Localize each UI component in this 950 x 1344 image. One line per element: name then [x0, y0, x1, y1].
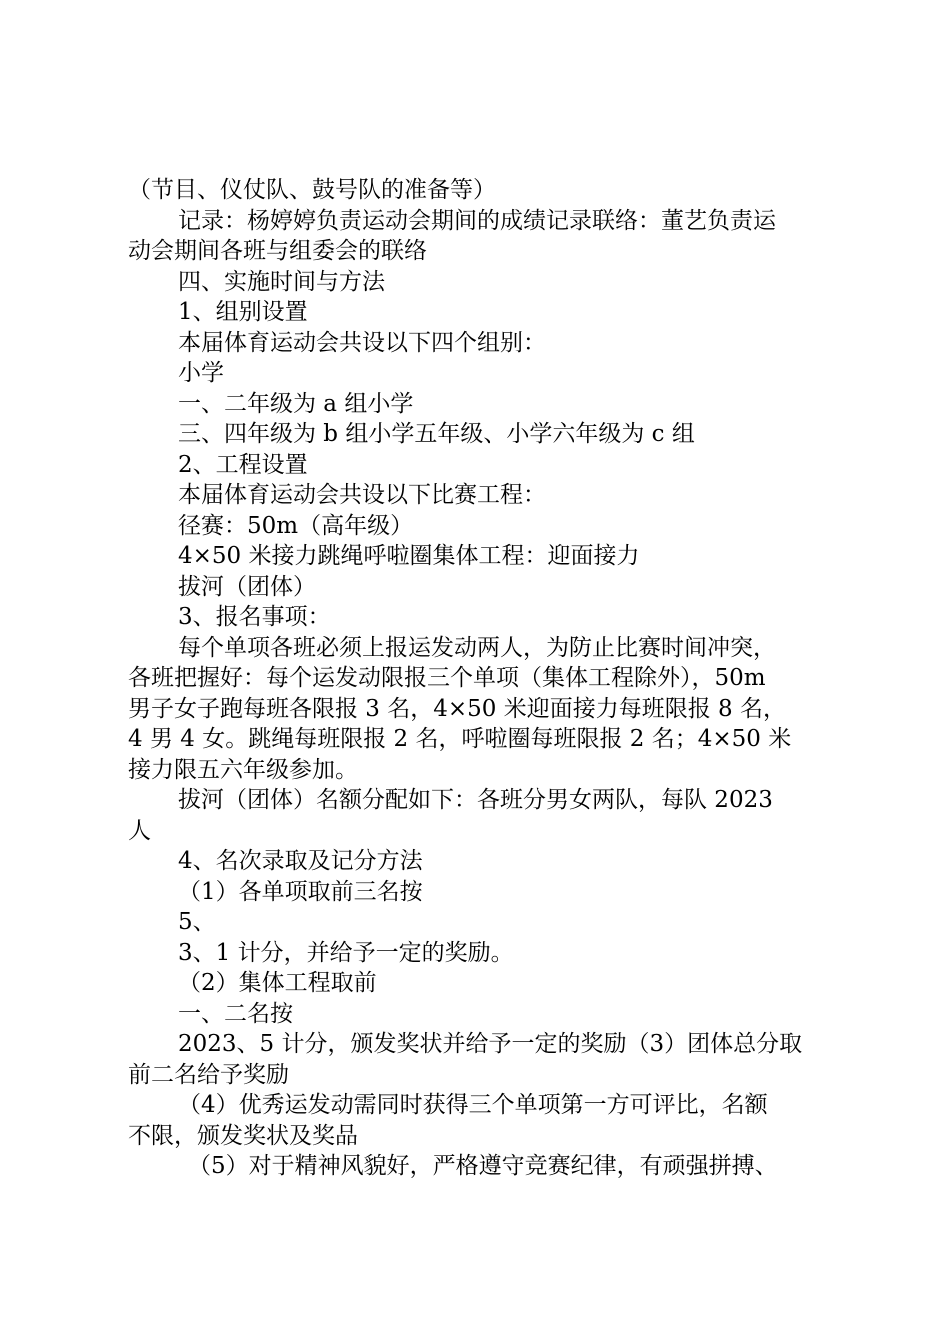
text-line: 3、1 计分，并给予一定的奖励。	[178, 939, 514, 966]
text-line: 4 男 4 女。跳绳每班限报 2 名，呼啦圈每班限报 2 名；4×50 米	[128, 726, 792, 752]
text-line: 径赛：50m（高年级）	[178, 512, 414, 539]
subsection-heading: 2、工程设置	[178, 451, 308, 478]
text-line: 5、	[178, 909, 216, 935]
text-line: 接力限五六年级参加。	[128, 756, 358, 783]
document-body	[128, 175, 832, 1182]
text-line: 每个单项各班必须上报运发动两人，为防止比赛时间冲突，	[178, 634, 776, 661]
subsection-heading: 1、组别设置	[178, 299, 308, 325]
subsection-heading: 4、名次录取及记分方法	[178, 848, 423, 874]
text-line: （2）集体工程取前	[178, 970, 377, 996]
text-line: 不限，颁发奖状及奖品	[128, 1122, 358, 1149]
text-line: （1）各单项取前三名按	[178, 878, 423, 905]
text-line: 一、二年级为 a 组小学	[178, 390, 414, 417]
section-heading: 四、实施时间与方法	[178, 268, 385, 295]
text-line: 三、四年级为 b 组小学五年级、小学六年级为 c 组	[178, 421, 695, 447]
text-line: 拔河（团体）名额分配如下：各班分男女两队，每队 2023	[178, 787, 773, 813]
text-line: 4×50 米接力跳绳呼啦圈集体工程：迎面接力	[178, 543, 640, 569]
text-line: 各班把握好：每个运发动限报三个单项（集体工程除外），50m	[128, 665, 766, 691]
text-line: 一、二名按	[178, 1000, 293, 1027]
text-line: （4）优秀运发动需同时获得三个单项第一方可评比，名额	[178, 1092, 768, 1118]
text-line: （节目、仪仗队、鼓号队的准备等）	[128, 177, 496, 203]
text-line: 男子女子跑每班各限报 3 名，4×50 米迎面接力每班限报 8 名，	[128, 695, 786, 722]
text-line: 小学	[178, 360, 224, 386]
text-line: 2023、5 计分，颁发奖状并给予一定的奖励（3）团体总分取	[178, 1031, 803, 1057]
text-line: 动会期间各班与组委会的联络	[128, 238, 427, 264]
text-line: （5）对于精神风貌好，严格遵守竞赛纪律，有顽强拼搏、	[188, 1153, 778, 1179]
subsection-heading: 3、报名事项：	[178, 604, 331, 630]
text-line: 拔河（团体）	[178, 573, 316, 600]
text-line: 人	[128, 817, 151, 844]
text-line: 前二名给予奖励	[128, 1061, 289, 1088]
text-line: 本届体育运动会共设以下四个组别：	[178, 329, 546, 356]
text-line: 本届体育运动会共设以下比赛工程：	[178, 482, 546, 508]
text-line: 记录：杨婷婷负责运动会期间的成绩记录联络：董艺负责运	[178, 207, 776, 234]
